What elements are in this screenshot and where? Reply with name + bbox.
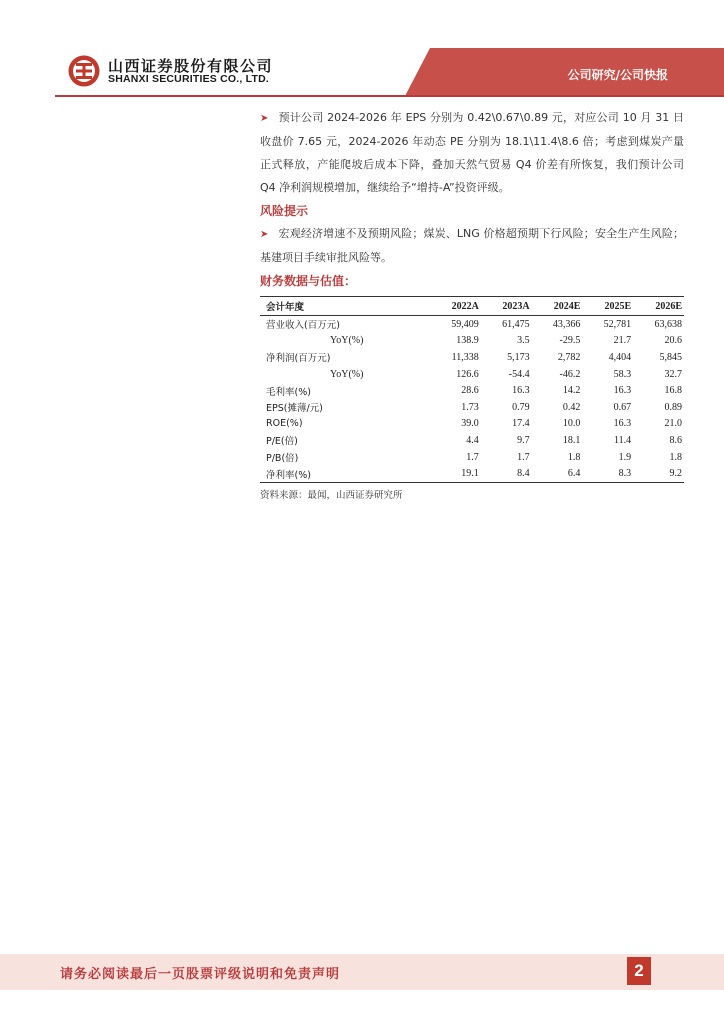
- row-label: EPS(摊薄/元): [266, 403, 323, 415]
- report-category-tag: 公司研究/公司快报: [567, 68, 668, 82]
- table-cell: -46.2: [559, 368, 581, 380]
- page-header: [0, 0, 724, 100]
- table-row: [260, 333, 684, 350]
- row-label: P/B(倍): [266, 453, 299, 465]
- row-label: 营业收入(百万元): [266, 320, 340, 332]
- table-row: [260, 316, 684, 333]
- table-cell: 8.4: [481, 465, 532, 482]
- table-cell: 19.1: [430, 465, 481, 482]
- column-header-year: 2022A: [430, 297, 481, 316]
- table-cell: 61,475: [502, 318, 530, 330]
- table-cell: 18.1: [562, 434, 581, 446]
- table-cell: 4,404: [608, 351, 632, 363]
- risk-section-title: 风险提示: [260, 204, 309, 218]
- company-name-en: SHANXI SECURITIES CO., LTD.: [108, 73, 269, 85]
- table-cell: 11,338: [451, 351, 479, 363]
- table-cell: -54.4: [508, 368, 530, 380]
- table-cell: 5,845: [659, 351, 682, 363]
- table-cell: 8.6: [669, 434, 682, 446]
- financial-data-table: [260, 296, 684, 483]
- table-cell: 9.7: [517, 434, 530, 446]
- table-cell: 1.7: [517, 451, 530, 463]
- table-cell: 4.4: [466, 434, 479, 446]
- table-cell: 2,782: [557, 351, 581, 363]
- table-source-note: 资料来源：最闻，山西证券研究所: [260, 489, 403, 501]
- table-row: [260, 366, 684, 383]
- table-cell: 21.7: [613, 335, 632, 347]
- row-label: P/E(倍): [266, 436, 298, 448]
- report-body: [260, 106, 684, 501]
- table-cell: 5,173: [507, 351, 530, 363]
- table-cell: 39.0: [461, 418, 479, 430]
- table-row: [260, 349, 684, 366]
- valuation-paragraph: [260, 106, 684, 199]
- table-cell: 63,638: [654, 318, 682, 330]
- table-cell: 1.9: [618, 451, 632, 463]
- header-divider: [55, 95, 724, 97]
- page-number: 2: [627, 957, 651, 985]
- disclaimer-notice: 请务必阅读最后一页股票评级说明和免责声明: [60, 967, 341, 982]
- table-cell: 1.73: [461, 401, 479, 413]
- table-cell: 6.4: [532, 465, 583, 482]
- table-cell: 16.3: [613, 418, 632, 430]
- row-label: YoY(%): [330, 335, 364, 347]
- table-row: [260, 399, 684, 416]
- column-header-year: 2023A: [481, 297, 532, 316]
- table-cell: 126.6: [456, 368, 479, 380]
- column-header-year: 2024E: [532, 297, 583, 316]
- table-cell: 11.4: [614, 434, 632, 446]
- table-row: [260, 465, 684, 482]
- table-cell: 21.0: [664, 418, 682, 430]
- arrow-bullet-icon: ➤: [260, 229, 269, 240]
- column-header-label: 会计年度: [260, 297, 430, 316]
- financial-table-title: 财务数据与估值：: [260, 274, 357, 288]
- risk-paragraph: [260, 222, 684, 269]
- table-cell: 16.3: [613, 385, 632, 397]
- table-cell: 16.3: [512, 385, 530, 397]
- table-cell: 138.9: [456, 335, 479, 347]
- shanxi-securities-logo-icon: [67, 54, 101, 88]
- table-cell: 14.2: [562, 385, 581, 397]
- table-cell: 43,366: [552, 318, 581, 330]
- table-cell: 0.67: [613, 401, 632, 413]
- valuation-text: 预计公司 2024-2026 年 EPS 分别为 0.42\0.67\0.89 元，对应公司 10 月 31 日收盘价 7.65 元，2024-2026 年动态 PE 分别为 18.1\11.4\8.6 倍；考虑到煤炭产量正式释放，产能爬坡后成本下降，叠加天然气贸易 Q4 价差有所恢复，我们预计公司 Q4 净利润规模增加，继续给予“增持-A”投资评级。: [260, 111, 684, 194]
- table-cell: 1.8: [669, 451, 682, 463]
- table-cell: 0.79: [512, 401, 530, 413]
- table-row: [260, 416, 684, 433]
- row-label: 毛利率(%): [266, 386, 311, 398]
- column-header-year: 2025E: [582, 297, 633, 316]
- row-label: YoY(%): [330, 368, 364, 380]
- row-label: ROE(%): [266, 418, 303, 430]
- table-row: [260, 432, 684, 449]
- table-cell: -29.5: [559, 335, 581, 347]
- table-row: [260, 449, 684, 466]
- table-cell: 8.3: [582, 465, 633, 482]
- table-cell: 1.7: [466, 451, 479, 463]
- table-row: [260, 382, 684, 399]
- table-cell: 58.3: [613, 368, 632, 380]
- table-cell: 0.42: [562, 401, 581, 413]
- table-cell: 1.8: [567, 451, 581, 463]
- row-label: 净利润(百万元): [266, 353, 331, 365]
- risk-text: 宏观经济增速不及预期风险；煤炭、LNG 价格超预期下行风险；安全生产生风险；基建项目手续审批风险等。: [260, 227, 684, 264]
- company-name-cn: 山西证券股份有限公司: [108, 57, 274, 75]
- table-cell: 0.89: [664, 401, 682, 413]
- table-cell: 16.8: [664, 385, 682, 397]
- arrow-bullet-icon: ➤: [260, 113, 269, 124]
- table-cell: 32.7: [664, 368, 682, 380]
- table-cell: 28.6: [461, 385, 479, 397]
- table-cell: 59,409: [451, 318, 479, 330]
- table-header-row: [260, 297, 684, 316]
- table-cell: 9.2: [633, 465, 684, 482]
- table-cell: 10.0: [562, 418, 581, 430]
- column-header-year: 2026E: [633, 297, 684, 316]
- table-cell: 20.6: [664, 335, 682, 347]
- table-cell: 17.4: [512, 418, 530, 430]
- table-cell: 52,781: [603, 318, 632, 330]
- row-label: 净利率(%): [260, 465, 430, 482]
- table-cell: 3.5: [517, 335, 530, 347]
